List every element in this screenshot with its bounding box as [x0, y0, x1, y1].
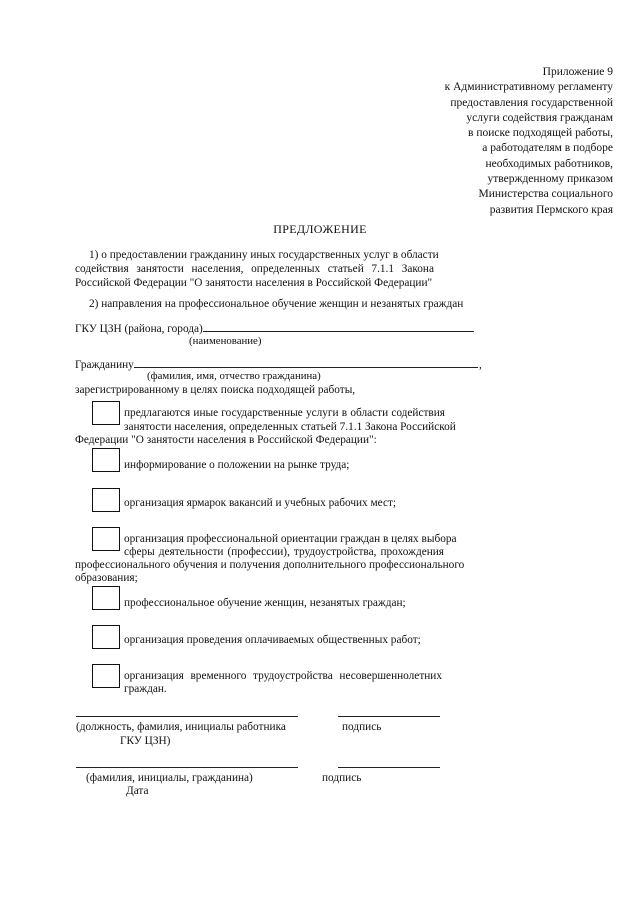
appendix-line: предоставления государственной	[450, 96, 613, 109]
appendix-line: Министерства социального	[478, 188, 613, 201]
option-text: организация ярмарок вакансий и учебных рабочих мест;	[124, 497, 397, 509]
date-label: Дата	[126, 785, 149, 797]
option-text: профессиональное обучение женщин, незанятых граждан;	[124, 597, 406, 609]
intro-line: 2) направления на профессиональное обучение женщин и незанятых граждан	[89, 298, 464, 310]
intro-line: 1) о предоставлении гражданину иных государственных услуг в области	[89, 249, 439, 261]
option-checkbox-minor-employment[interactable]	[92, 664, 120, 688]
citizen-label: Гражданину	[75, 359, 134, 371]
gku-hint: (наименование)	[189, 335, 262, 347]
appendix-line: к Административному регламенту	[444, 81, 613, 94]
worker-sign-line[interactable]	[338, 716, 440, 717]
option-checkbox-vocational-training[interactable]	[92, 586, 120, 610]
intro-line: содействия занятости населения, определенных статьей 7.1.1 Закона	[75, 263, 434, 275]
option-text: организация профессиональной ориентации граждан в целях выбора	[124, 533, 457, 545]
option-checkbox-labor-market-info[interactable]	[92, 448, 120, 472]
option-text: предлагаются иные государственные услуги в области содействия	[124, 407, 445, 419]
option-checkbox-job-fairs[interactable]	[92, 488, 120, 512]
citizen-comma: ,	[479, 359, 482, 371]
appendix-line: необходимых работников,	[485, 157, 613, 170]
worker-hint-2: ГКУ ЦЗН)	[120, 735, 171, 747]
citizen-name-field[interactable]	[134, 367, 478, 368]
worker-hint: (должность, фамилия, инициалы работника	[76, 721, 286, 733]
option-checkbox-public-works[interactable]	[92, 625, 120, 649]
sign-hint: подпись	[322, 772, 362, 784]
option-text: Федерации "О занятости населения в Российской Федерации":	[75, 434, 377, 446]
option-text: занятости населения, определенных статьей 7.1.1 Закона Российской	[124, 421, 456, 433]
appendix-line: Приложение 9	[542, 66, 613, 78]
gku-name-field[interactable]	[203, 331, 474, 332]
option-checkbox-other-services[interactable]	[92, 401, 120, 425]
appendix-line: в поиске подходящей работы,	[468, 127, 613, 140]
option-text: сферы деятельности (профессии), трудоустройства, прохождения	[124, 546, 444, 558]
intro-line: Российской Федерации "О занятости населения в Российской Федерации"	[75, 277, 433, 289]
option-checkbox-career-guidance[interactable]	[92, 527, 120, 551]
appendix-line: развития Пермского края	[489, 203, 613, 216]
citizen-hint: (фамилия, имя, отчество гражданина)	[147, 370, 321, 382]
option-text: профессионального обучения и получения дополнительного профессионального	[75, 559, 465, 571]
worker-signature-line[interactable]	[76, 716, 298, 717]
registered-text: зарегистрированному в целях поиска подходящей работы,	[75, 384, 356, 396]
appendix-header	[445, 65, 613, 218]
gku-label: ГКУ ЦЗН (района, города)	[75, 323, 203, 335]
citizen-signature-line[interactable]	[76, 767, 298, 768]
document-title: ПРЕДЛОЖЕНИЕ	[273, 222, 367, 236]
option-text: образования;	[75, 572, 138, 584]
option-text: организация временного трудоустройства несовершеннолетних	[124, 670, 442, 682]
appendix-line: а работодателям в подборе	[482, 142, 613, 155]
option-text: организация проведения оплачиваемых общественных работ;	[124, 634, 421, 646]
sign-hint: подпись	[342, 721, 382, 733]
appendix-line: услуги содействия гражданам	[466, 111, 613, 124]
option-text: граждан.	[124, 683, 167, 695]
appendix-line: утвержденному приказом	[487, 172, 613, 185]
option-text: информирование о положении на рынке труда;	[124, 459, 350, 471]
citizen-sign-line[interactable]	[338, 767, 440, 768]
citizen-sign-hint: (фамилия, инициалы, гражданина)	[86, 772, 253, 784]
